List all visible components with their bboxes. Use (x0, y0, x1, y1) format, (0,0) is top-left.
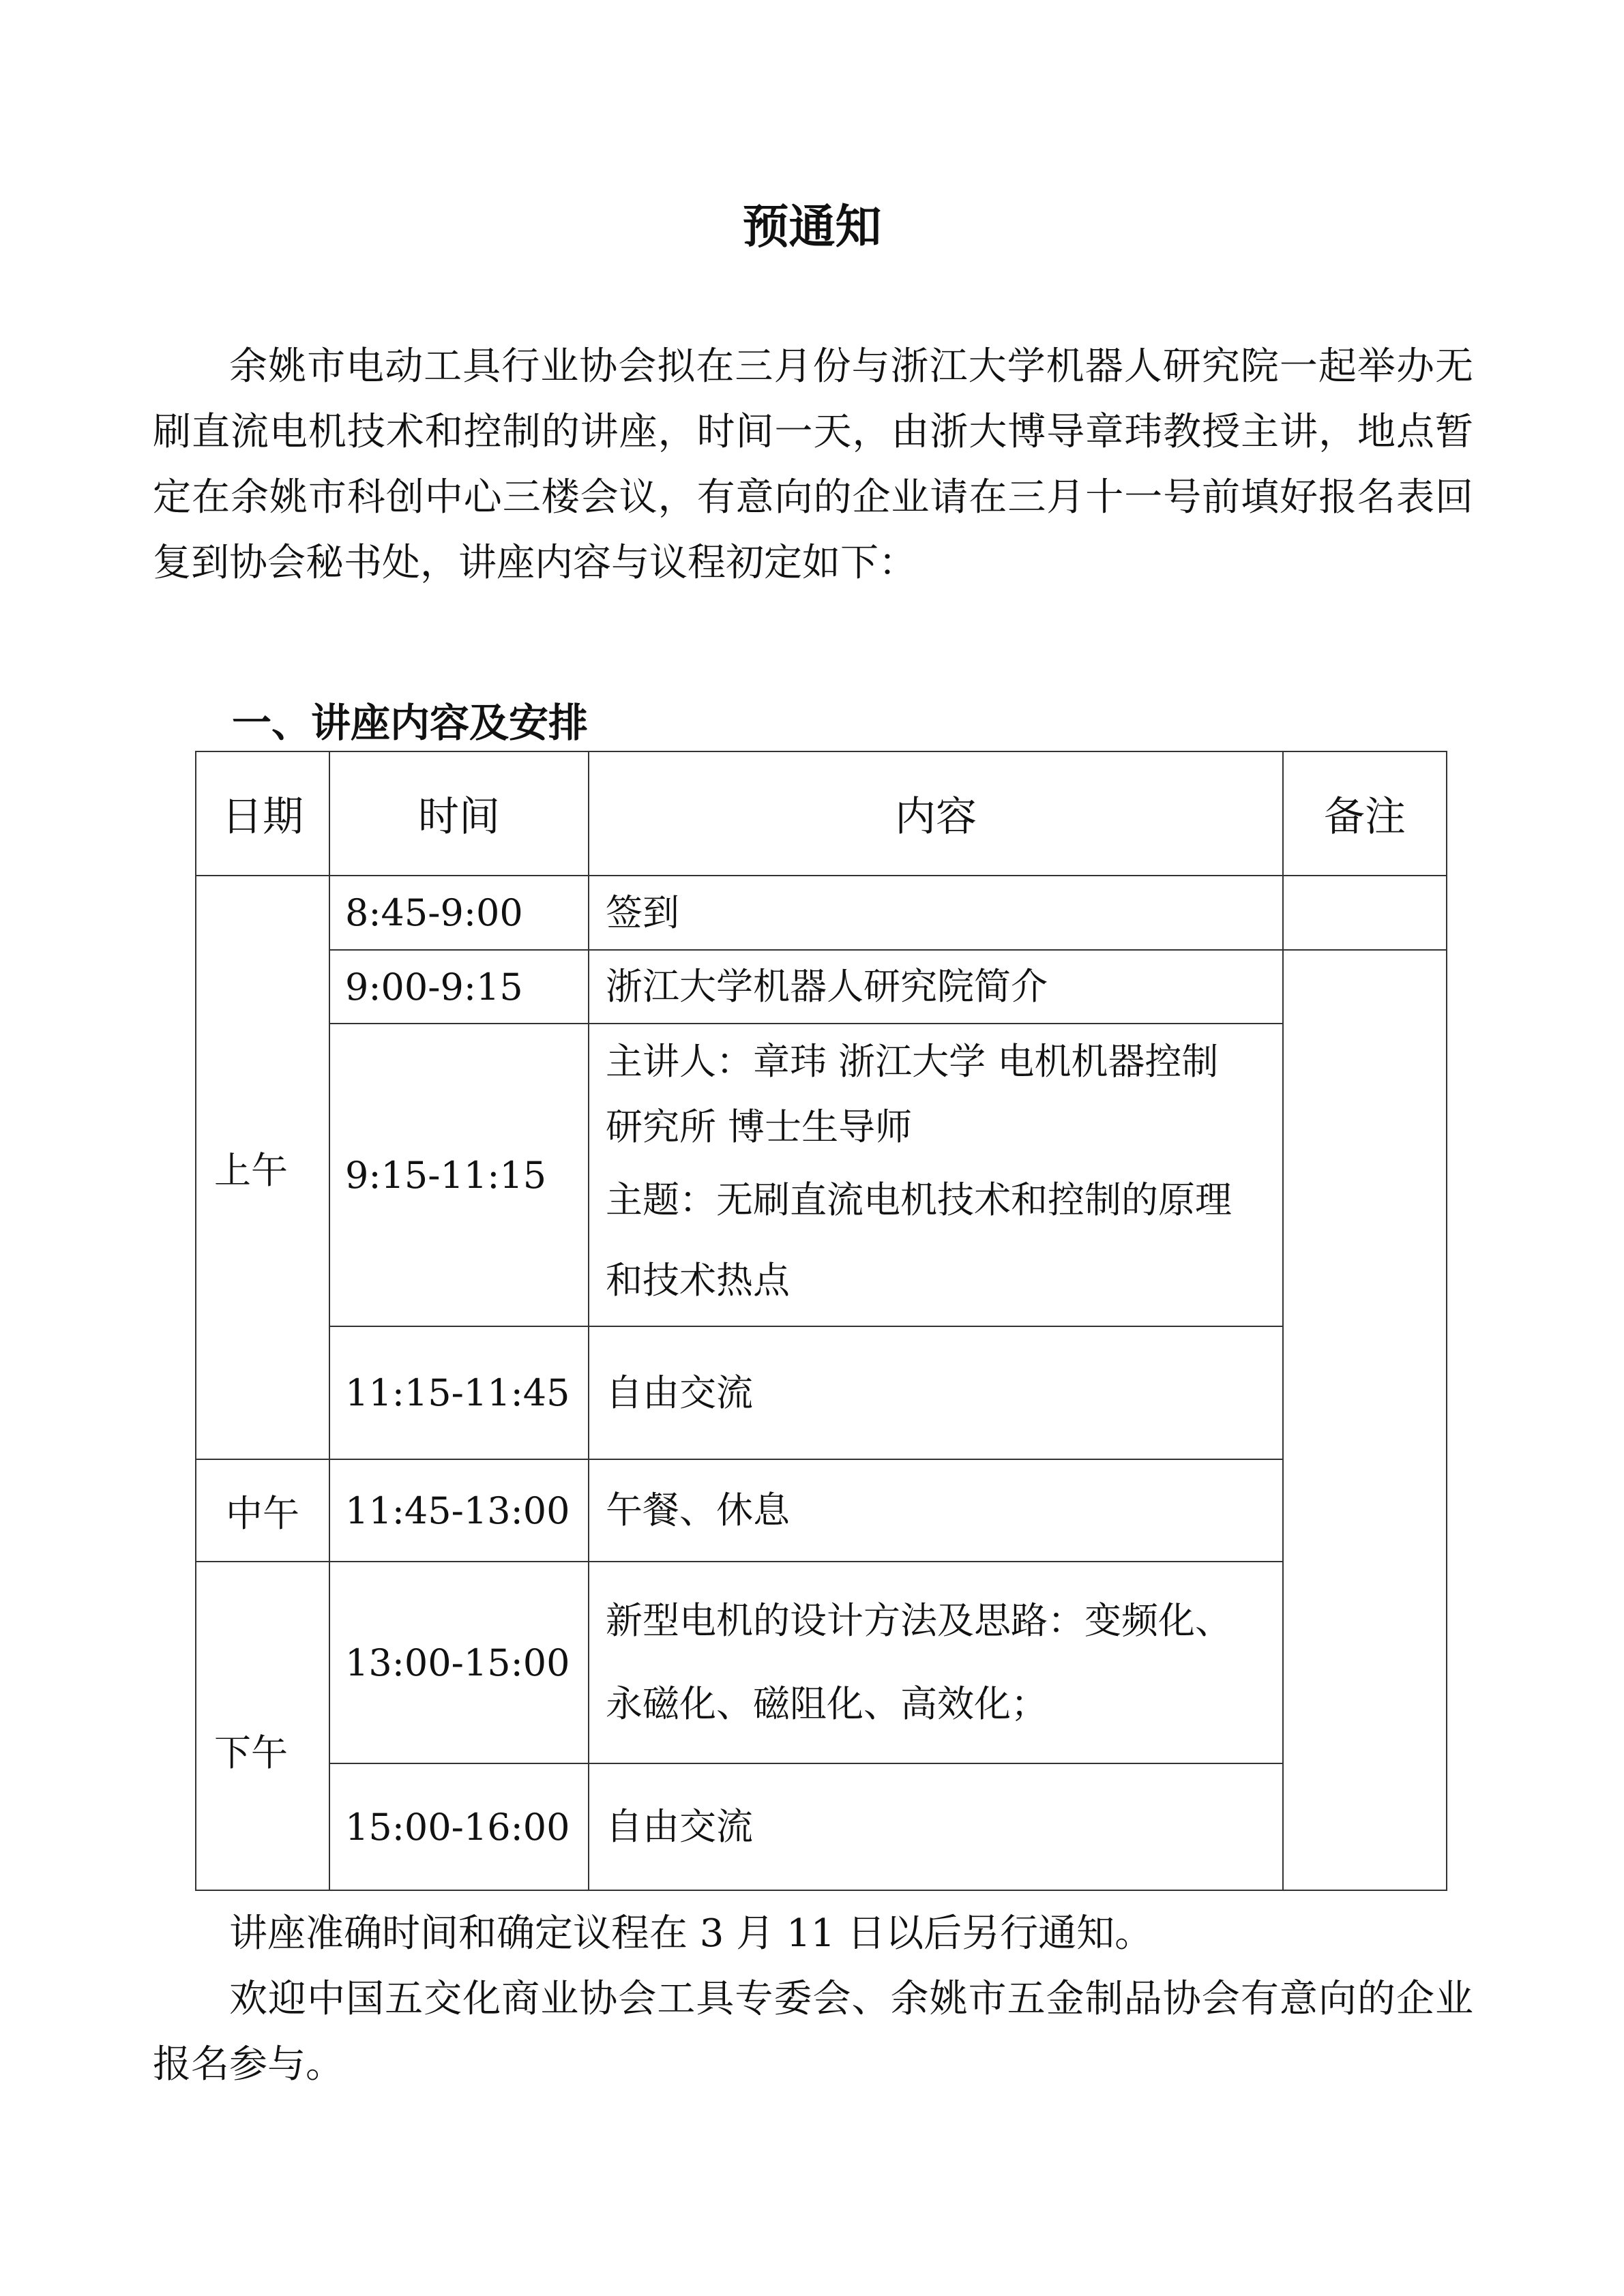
content-line: 永磁化、磁阻化、高效化； (606, 1682, 1048, 1725)
content-cell (589, 1024, 1283, 1326)
time-cell: 15:00-16:00 (329, 1763, 589, 1890)
time-cell: 11:45-13:00 (329, 1459, 589, 1562)
period-noon: 中午 (196, 1459, 329, 1562)
content-line: 主题：无刷直流电机技术和控制的原理 (606, 1178, 1232, 1221)
content-cell (589, 1459, 1283, 1562)
welcome-paragraph: 欢迎中国五交化商业协会工具专委会、余姚市五金制品协会有意向的企业报名参与。 (153, 1977, 1473, 2087)
period-afternoon: 下午 (196, 1562, 329, 1890)
table-row (196, 1326, 1447, 1459)
content-cell (589, 1763, 1283, 1890)
header-date: 日期 (196, 751, 329, 876)
page-title: 预通知 (742, 200, 882, 254)
content-line: 新型电机的设计方法及思路：变频化、 (606, 1599, 1232, 1642)
table-row (196, 950, 1447, 1024)
table-header-row (196, 751, 1447, 876)
remark-cell (1283, 950, 1447, 1890)
content-cell (589, 876, 1283, 950)
schedule-table (195, 751, 1447, 1891)
header-content: 内容 (589, 751, 1283, 876)
content-line: 午餐、休息 (606, 1489, 790, 1532)
section-heading: 一、讲座内容及安排 (232, 700, 589, 746)
time-cell: 9:00-9:15 (329, 950, 589, 1024)
remark-cell (1283, 876, 1447, 950)
content-line: 自由交流 (606, 1371, 753, 1414)
time-cell: 13:00-15:00 (329, 1562, 589, 1763)
intro-paragraph: 余姚市电动工具行业协会拟在三月份与浙江大学机器人研究院一起举办无刷直流电机技术和控制的讲座，时间一天，由浙大博导章玮教授主讲，地点暂定在余姚市科创中心三楼会议，有意向的企业请在三月十一号前填好报名表回复到协会秘书处，讲座内容与议程初定如下： (153, 344, 1473, 585)
note-paragraph: 讲座准确时间和确定议程在 3 月 11 日以后另行通知。 (229, 1911, 1153, 1956)
content-line: 研究所 博士生导师 (606, 1105, 913, 1148)
content-cell (589, 1562, 1283, 1763)
table-row (196, 1763, 1447, 1890)
time-cell: 8:45-9:00 (329, 876, 589, 950)
content-line: 主讲人：章玮 浙江大学 电机机器控制 (606, 1040, 1219, 1083)
content-cell (589, 1326, 1283, 1459)
content-line: 和技术热点 (606, 1259, 790, 1302)
content-line: 浙江大学机器人研究院简介 (606, 965, 1048, 1008)
time-cell: 11:15-11:45 (329, 1326, 589, 1459)
time-cell: 9:15-11:15 (329, 1024, 589, 1326)
header-remark: 备注 (1283, 751, 1447, 876)
content-line: 签到 (606, 891, 679, 934)
period-morning: 上午 (196, 876, 329, 1459)
table-row (196, 1562, 1447, 1763)
content-line: 自由交流 (606, 1805, 753, 1848)
table-row (196, 1024, 1447, 1326)
table-row (196, 1459, 1447, 1562)
content-cell (589, 950, 1283, 1024)
table-row (196, 876, 1447, 950)
header-time: 时间 (329, 751, 589, 876)
